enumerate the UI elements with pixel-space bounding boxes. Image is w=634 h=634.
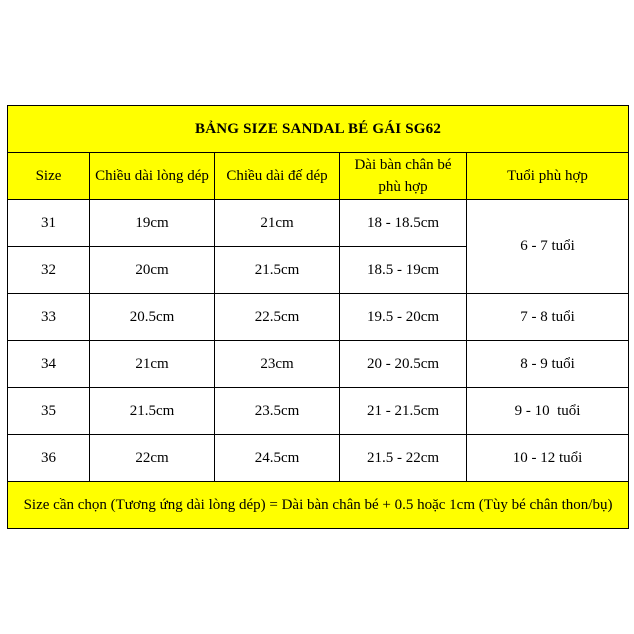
age-cell: 7 - 8 tuổi [467, 294, 629, 341]
header-age: Tuổi phù hợp [467, 153, 629, 200]
foot-cell: 20 - 20.5cm [340, 341, 467, 388]
age-cell: 9 - 10 tuổi [467, 388, 629, 435]
title-row [8, 106, 629, 153]
size-cell: 35 [8, 388, 90, 435]
age-cell: 8 - 9 tuổi [467, 341, 629, 388]
size-cell: 31 [8, 200, 90, 247]
table-row [8, 341, 629, 388]
header-size: Size [8, 153, 90, 200]
footer-row [8, 482, 629, 529]
header-row [8, 153, 629, 200]
insole-cell: 20cm [90, 247, 215, 294]
insole-cell: 19cm [90, 200, 215, 247]
foot-cell: 21.5 - 22cm [340, 435, 467, 482]
sole-cell: 21cm [215, 200, 340, 247]
foot-cell: 19.5 - 20cm [340, 294, 467, 341]
size-cell: 33 [8, 294, 90, 341]
insole-cell: 21.5cm [90, 388, 215, 435]
header-insole-length: Chiều dài lòng dép [90, 153, 215, 200]
header-sole-length: Chiều dài đế dép [215, 153, 340, 200]
insole-cell: 22cm [90, 435, 215, 482]
age-cell: 6 - 7 tuổi [467, 200, 629, 294]
table-row [8, 294, 629, 341]
insole-cell: 20.5cm [90, 294, 215, 341]
header-foot-length-line1: Dài bàn chân bé [354, 157, 452, 173]
foot-cell: 18 - 18.5cm [340, 200, 467, 247]
sole-cell: 23cm [215, 341, 340, 388]
size-cell: 32 [8, 247, 90, 294]
table-row [8, 435, 629, 482]
table-row [8, 388, 629, 435]
size-chart-table [7, 105, 629, 529]
sole-cell: 24.5cm [215, 435, 340, 482]
size-cell: 36 [8, 435, 90, 482]
sole-cell: 21.5cm [215, 247, 340, 294]
table-title: BẢNG SIZE SANDAL BÉ GÁI SG62 [8, 106, 629, 153]
table-row [8, 200, 629, 247]
footer-note: Size cần chọn (Tương ứng dài lòng dép) = Dài bàn chân bé + 0.5 hoặc 1cm (Tùy bé chân thon/bụ) [8, 482, 629, 529]
sole-cell: 23.5cm [215, 388, 340, 435]
foot-cell: 21 - 21.5cm [340, 388, 467, 435]
header-foot-length-line2: phù hợp [378, 179, 428, 195]
age-cell: 10 - 12 tuổi [467, 435, 629, 482]
foot-cell: 18.5 - 19cm [340, 247, 467, 294]
sole-cell: 22.5cm [215, 294, 340, 341]
insole-cell: 21cm [90, 341, 215, 388]
size-cell: 34 [8, 341, 90, 388]
header-foot-length [340, 153, 467, 200]
